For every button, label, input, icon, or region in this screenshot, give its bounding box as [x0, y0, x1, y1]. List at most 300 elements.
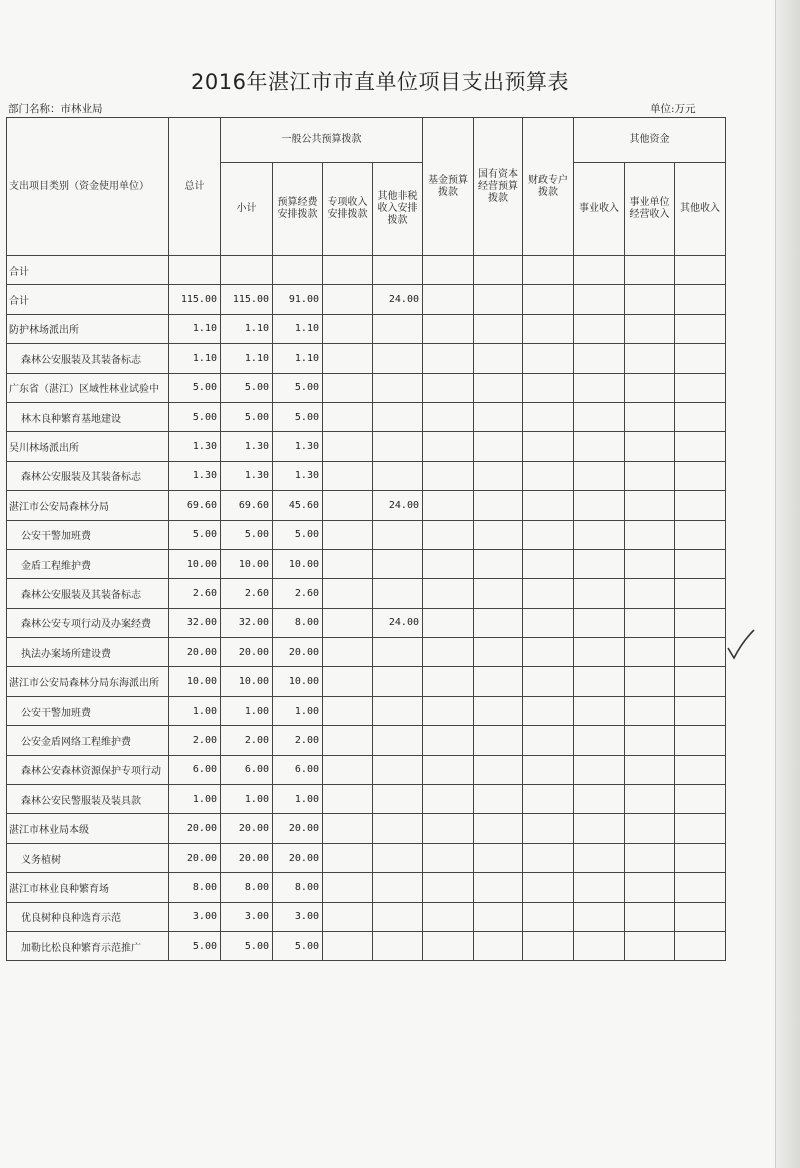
cell-empty — [625, 814, 675, 843]
cell-empty — [474, 843, 523, 872]
cell-empty — [423, 931, 474, 960]
cell-other — [373, 696, 423, 725]
cell-total: 3.00 — [169, 902, 221, 931]
table-row — [7, 902, 726, 931]
cell-budget: 5.00 — [273, 402, 323, 431]
cell-subtotal: 8.00 — [221, 873, 273, 902]
cell-subtotal: 1.10 — [221, 314, 273, 343]
cell-empty — [625, 402, 675, 431]
cell-empty — [523, 667, 574, 696]
cell-empty — [423, 314, 474, 343]
row-name: 林木良种繁育基地建设 — [7, 402, 169, 431]
cell-other — [373, 256, 423, 285]
cell-empty — [523, 873, 574, 902]
cell-empty — [474, 755, 523, 784]
page-title: 2016年湛江市市直单位项目支出预算表 — [191, 70, 569, 94]
cell-empty — [625, 314, 675, 343]
cell-other — [373, 814, 423, 843]
cell-empty — [523, 843, 574, 872]
cell-empty — [625, 931, 675, 960]
cell-special — [323, 843, 373, 872]
cell-special — [323, 402, 373, 431]
row-name: 金盾工程维护费 — [7, 549, 169, 578]
row-name: 广东省（湛江）区域性林业试验中 — [7, 373, 169, 402]
cell-empty — [523, 785, 574, 814]
cell-empty — [574, 814, 625, 843]
cell-empty — [423, 873, 474, 902]
row-name: 森林公安民警服装及装具款 — [7, 785, 169, 814]
cell-empty — [474, 638, 523, 667]
cell-empty — [625, 256, 675, 285]
cell-special — [323, 373, 373, 402]
cell-budget: 5.00 — [273, 373, 323, 402]
cell-empty — [675, 873, 726, 902]
cell-empty — [675, 491, 726, 520]
cell-empty — [625, 696, 675, 725]
cell-empty — [423, 461, 474, 490]
row-name: 湛江市林业局本级 — [7, 814, 169, 843]
cell-subtotal: 2.00 — [221, 726, 273, 755]
cell-empty — [574, 344, 625, 373]
cell-empty — [675, 373, 726, 402]
cell-total: 2.00 — [169, 726, 221, 755]
cell-empty — [423, 491, 474, 520]
table-row — [7, 256, 726, 285]
table-row — [7, 667, 726, 696]
cell-special — [323, 785, 373, 814]
cell-empty — [625, 667, 675, 696]
cell-budget: 1.10 — [273, 344, 323, 373]
cell-special — [323, 726, 373, 755]
cell-subtotal: 32.00 — [221, 608, 273, 637]
cell-empty — [625, 285, 675, 314]
cell-empty — [523, 814, 574, 843]
cell-subtotal: 1.30 — [221, 432, 273, 461]
cell-empty — [423, 549, 474, 578]
cell-total: 20.00 — [169, 814, 221, 843]
cell-empty — [574, 638, 625, 667]
table-row — [7, 608, 726, 637]
cell-subtotal: 2.60 — [221, 579, 273, 608]
cell-empty — [675, 726, 726, 755]
cell-empty — [423, 726, 474, 755]
cell-other — [373, 402, 423, 431]
table-row — [7, 344, 726, 373]
cell-empty — [474, 696, 523, 725]
cell-subtotal: 20.00 — [221, 814, 273, 843]
cell-budget: 2.60 — [273, 579, 323, 608]
cell-empty — [675, 520, 726, 549]
cell-empty — [675, 785, 726, 814]
cell-other — [373, 373, 423, 402]
cell-empty — [625, 579, 675, 608]
cell-empty — [675, 432, 726, 461]
scan-edge — [775, 0, 800, 1168]
cell-empty — [474, 344, 523, 373]
cell-total: 1.10 — [169, 344, 221, 373]
cell-empty — [523, 402, 574, 431]
cell-special — [323, 902, 373, 931]
cell-empty — [574, 755, 625, 784]
cell-budget: 8.00 — [273, 608, 323, 637]
cell-budget: 91.00 — [273, 285, 323, 314]
cell-budget: 20.00 — [273, 843, 323, 872]
cell-empty — [625, 520, 675, 549]
cell-empty — [474, 549, 523, 578]
cell-empty — [574, 256, 625, 285]
cell-special — [323, 461, 373, 490]
cell-empty — [474, 873, 523, 902]
row-name: 优良树种良种选育示范 — [7, 902, 169, 931]
cell-empty — [523, 256, 574, 285]
cell-empty — [625, 843, 675, 872]
table-row — [7, 696, 726, 725]
header-other-funds: 其他资金 — [574, 118, 726, 163]
cell-empty — [574, 726, 625, 755]
cell-empty — [423, 402, 474, 431]
cell-subtotal: 5.00 — [221, 931, 273, 960]
cell-total: 5.00 — [169, 520, 221, 549]
cell-total: 5.00 — [169, 402, 221, 431]
cell-empty — [574, 843, 625, 872]
cell-special — [323, 520, 373, 549]
cell-subtotal: 10.00 — [221, 549, 273, 578]
cell-total: 69.60 — [169, 491, 221, 520]
cell-other — [373, 520, 423, 549]
cell-empty — [474, 373, 523, 402]
cell-budget: 1.30 — [273, 432, 323, 461]
cell-empty — [625, 785, 675, 814]
cell-special — [323, 608, 373, 637]
cell-other: 24.00 — [373, 285, 423, 314]
cell-empty — [523, 549, 574, 578]
header-special-income: 专项收入安排拨款 — [323, 163, 373, 256]
table-row — [7, 549, 726, 578]
cell-subtotal: 20.00 — [221, 843, 273, 872]
cell-total: 6.00 — [169, 755, 221, 784]
cell-empty — [423, 843, 474, 872]
cell-empty — [675, 931, 726, 960]
cell-total: 10.00 — [169, 667, 221, 696]
cell-empty — [625, 755, 675, 784]
cell-empty — [423, 785, 474, 814]
header-total: 总计 — [169, 118, 221, 256]
cell-subtotal: 5.00 — [221, 520, 273, 549]
cell-empty — [474, 520, 523, 549]
cell-empty — [423, 256, 474, 285]
cell-budget: 8.00 — [273, 873, 323, 902]
cell-total: 32.00 — [169, 608, 221, 637]
cell-empty — [523, 432, 574, 461]
cell-other: 24.00 — [373, 491, 423, 520]
table-row — [7, 373, 726, 402]
header-business-income: 事业收入 — [574, 163, 625, 256]
cell-empty — [474, 726, 523, 755]
cell-special — [323, 432, 373, 461]
cell-empty — [423, 432, 474, 461]
cell-other — [373, 638, 423, 667]
cell-empty — [574, 785, 625, 814]
row-name: 森林公安森林资源保护专项行动 — [7, 755, 169, 784]
cell-empty — [474, 902, 523, 931]
row-name: 湛江市公安局森林分局东海派出所 — [7, 667, 169, 696]
cell-special — [323, 256, 373, 285]
cell-subtotal: 6.00 — [221, 755, 273, 784]
cell-empty — [474, 432, 523, 461]
cell-empty — [474, 579, 523, 608]
header-fund-budget: 基金预算拨款 — [423, 118, 474, 256]
cell-empty — [423, 755, 474, 784]
cell-budget: 1.30 — [273, 461, 323, 490]
row-name: 合计 — [7, 285, 169, 314]
table-row — [7, 491, 726, 520]
cell-empty — [574, 873, 625, 902]
cell-budget: 1.00 — [273, 696, 323, 725]
cell-budget: 1.10 — [273, 314, 323, 343]
cell-other — [373, 461, 423, 490]
cell-subtotal: 5.00 — [221, 402, 273, 431]
cell-subtotal: 10.00 — [221, 667, 273, 696]
row-name: 公安干警加班费 — [7, 696, 169, 725]
cell-empty — [675, 755, 726, 784]
row-name: 湛江市林业良种繁育场 — [7, 873, 169, 902]
cell-budget: 2.00 — [273, 726, 323, 755]
cell-other — [373, 902, 423, 931]
cell-empty — [675, 549, 726, 578]
cell-empty — [474, 285, 523, 314]
cell-special — [323, 549, 373, 578]
cell-empty — [625, 373, 675, 402]
cell-subtotal: 1.00 — [221, 785, 273, 814]
cell-empty — [675, 344, 726, 373]
cell-special — [323, 285, 373, 314]
cell-empty — [474, 491, 523, 520]
row-name: 防护林场派出所 — [7, 314, 169, 343]
cell-empty — [423, 285, 474, 314]
cell-empty — [574, 549, 625, 578]
table-row — [7, 579, 726, 608]
cell-budget: 20.00 — [273, 814, 323, 843]
row-name: 执法办案场所建设费 — [7, 638, 169, 667]
cell-empty — [675, 638, 726, 667]
cell-subtotal: 5.00 — [221, 373, 273, 402]
cell-budget: 45.60 — [273, 491, 323, 520]
cell-special — [323, 755, 373, 784]
cell-empty — [474, 814, 523, 843]
header-category: 支出项目类别（资金使用单位） — [7, 118, 169, 256]
cell-empty — [574, 314, 625, 343]
cell-budget: 5.00 — [273, 931, 323, 960]
cell-budget: 5.00 — [273, 520, 323, 549]
table-row — [7, 461, 726, 490]
cell-special — [323, 667, 373, 696]
cell-other — [373, 579, 423, 608]
cell-other — [373, 726, 423, 755]
cell-empty — [523, 902, 574, 931]
cell-empty — [675, 843, 726, 872]
cell-special — [323, 931, 373, 960]
cell-empty — [625, 608, 675, 637]
row-name: 森林公安服装及其装备标志 — [7, 461, 169, 490]
cell-empty — [523, 726, 574, 755]
cell-empty — [625, 344, 675, 373]
cell-empty — [474, 931, 523, 960]
cell-special — [323, 314, 373, 343]
cell-empty — [625, 491, 675, 520]
cell-empty — [574, 579, 625, 608]
cell-empty — [423, 373, 474, 402]
cell-subtotal — [221, 256, 273, 285]
table-row — [7, 755, 726, 784]
cell-empty — [423, 579, 474, 608]
cell-empty — [523, 314, 574, 343]
cell-total: 8.00 — [169, 873, 221, 902]
table-row — [7, 873, 726, 902]
row-name: 公安干警加班费 — [7, 520, 169, 549]
table-row — [7, 843, 726, 872]
cell-total: 1.00 — [169, 785, 221, 814]
cell-empty — [574, 373, 625, 402]
cell-empty — [523, 579, 574, 608]
cell-empty — [474, 608, 523, 637]
row-name: 义务植树 — [7, 843, 169, 872]
cell-other — [373, 344, 423, 373]
cell-empty — [574, 285, 625, 314]
cell-budget: 10.00 — [273, 549, 323, 578]
table-row — [7, 931, 726, 960]
department-label: 部门名称：市林业局 — [8, 103, 103, 115]
cell-empty — [523, 461, 574, 490]
cell-budget — [273, 256, 323, 285]
cell-other — [373, 873, 423, 902]
cell-empty — [675, 314, 726, 343]
cell-budget: 20.00 — [273, 638, 323, 667]
header-operating-income: 事业单位经营收入 — [625, 163, 675, 256]
unit-label: 单位:万元 — [650, 103, 696, 115]
cell-empty — [675, 402, 726, 431]
cell-special — [323, 814, 373, 843]
cell-empty — [574, 608, 625, 637]
cell-other — [373, 314, 423, 343]
cell-empty — [423, 608, 474, 637]
cell-empty — [523, 285, 574, 314]
cell-empty — [574, 432, 625, 461]
cell-empty — [625, 461, 675, 490]
cell-empty — [474, 667, 523, 696]
table-row — [7, 785, 726, 814]
cell-empty — [474, 256, 523, 285]
cell-empty — [675, 461, 726, 490]
cell-empty — [675, 285, 726, 314]
cell-special — [323, 344, 373, 373]
cell-total — [169, 256, 221, 285]
header-budget-funds: 预算经费安排拨款 — [273, 163, 323, 256]
row-name: 森林公安服装及其装备标志 — [7, 579, 169, 608]
table-row — [7, 814, 726, 843]
header-fiscal-special: 财政专户拨款 — [523, 118, 574, 256]
cell-subtotal: 69.60 — [221, 491, 273, 520]
header-other-nontax: 其他非税收入安排拨款 — [373, 163, 423, 256]
cell-empty — [675, 667, 726, 696]
cell-total: 20.00 — [169, 843, 221, 872]
cell-empty — [523, 520, 574, 549]
cell-empty — [423, 902, 474, 931]
cell-subtotal: 1.00 — [221, 696, 273, 725]
cell-empty — [423, 814, 474, 843]
cell-budget: 6.00 — [273, 755, 323, 784]
cell-empty — [675, 696, 726, 725]
cell-empty — [625, 549, 675, 578]
cell-empty — [523, 373, 574, 402]
cell-empty — [574, 402, 625, 431]
cell-subtotal: 115.00 — [221, 285, 273, 314]
cell-special — [323, 696, 373, 725]
cell-subtotal: 3.00 — [221, 902, 273, 931]
cell-empty — [523, 696, 574, 725]
cell-empty — [675, 608, 726, 637]
cell-empty — [574, 931, 625, 960]
cell-special — [323, 873, 373, 902]
header-state-capital: 国有资本经营预算拨款 — [474, 118, 523, 256]
table-row — [7, 638, 726, 667]
cell-total: 1.30 — [169, 461, 221, 490]
cell-empty — [523, 755, 574, 784]
cell-empty — [423, 344, 474, 373]
cell-empty — [675, 256, 726, 285]
cell-other — [373, 843, 423, 872]
cell-empty — [625, 902, 675, 931]
cell-other — [373, 785, 423, 814]
cell-empty — [474, 785, 523, 814]
cell-empty — [423, 520, 474, 549]
cell-budget: 1.00 — [273, 785, 323, 814]
table-row — [7, 402, 726, 431]
cell-empty — [523, 638, 574, 667]
checkmark-icon — [726, 628, 756, 662]
cell-special — [323, 579, 373, 608]
cell-total: 10.00 — [169, 549, 221, 578]
cell-empty — [574, 696, 625, 725]
cell-empty — [625, 873, 675, 902]
table-row — [7, 314, 726, 343]
cell-total: 1.00 — [169, 696, 221, 725]
budget-table — [6, 117, 726, 961]
cell-other — [373, 667, 423, 696]
cell-special — [323, 638, 373, 667]
cell-other — [373, 931, 423, 960]
row-name: 吴川林场派出所 — [7, 432, 169, 461]
cell-empty — [625, 638, 675, 667]
cell-empty — [523, 491, 574, 520]
cell-budget: 10.00 — [273, 667, 323, 696]
cell-total: 1.30 — [169, 432, 221, 461]
row-name: 加勒比松良种繁育示范推广 — [7, 931, 169, 960]
cell-empty — [523, 344, 574, 373]
table-row — [7, 285, 726, 314]
cell-empty — [423, 667, 474, 696]
cell-other: 24.00 — [373, 608, 423, 637]
cell-budget: 3.00 — [273, 902, 323, 931]
table-row — [7, 432, 726, 461]
cell-subtotal: 20.00 — [221, 638, 273, 667]
cell-total: 20.00 — [169, 638, 221, 667]
cell-total: 115.00 — [169, 285, 221, 314]
cell-total: 2.60 — [169, 579, 221, 608]
cell-other — [373, 549, 423, 578]
header-other-income: 其他收入 — [675, 163, 726, 256]
table-row — [7, 520, 726, 549]
cell-empty — [574, 667, 625, 696]
